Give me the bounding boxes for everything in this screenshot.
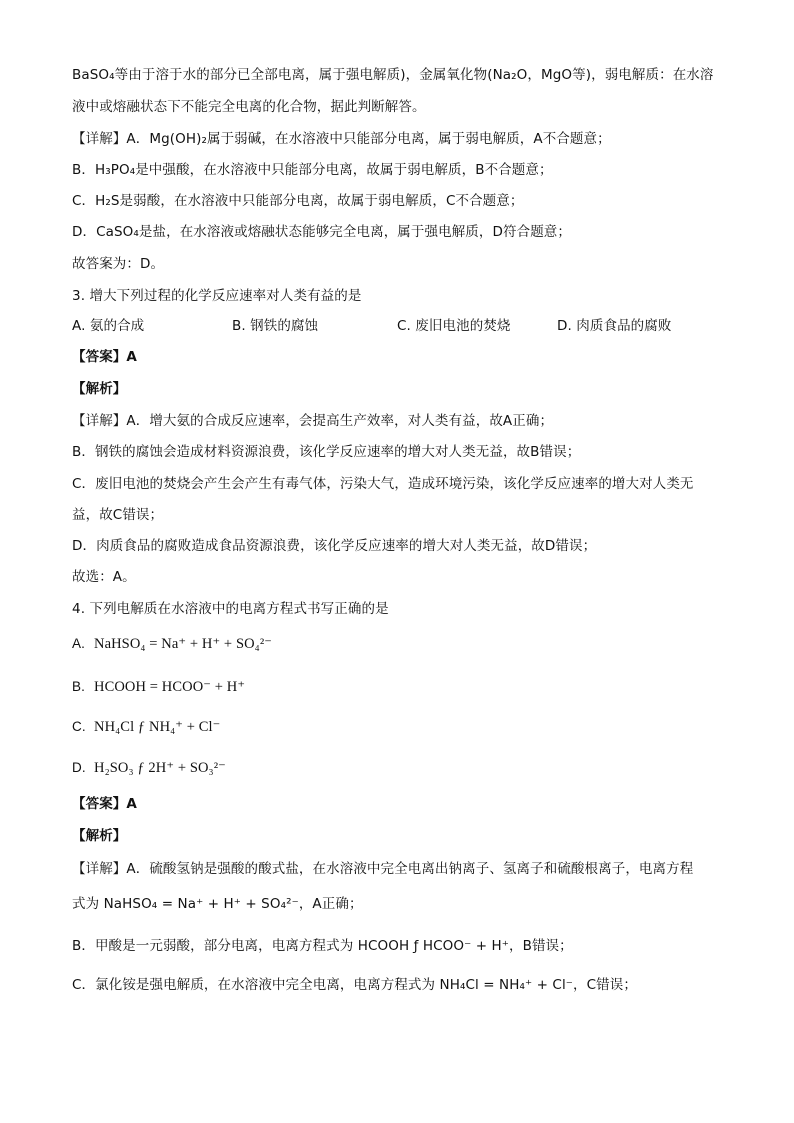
- option-c: C. 废旧电池的焚烧: [397, 318, 511, 334]
- detail-line: 【详解】A．增大氨的合成反应速率，会提高生产效率，对人类有益，故A正确；: [72, 413, 554, 429]
- text-line: D．肉质食品的腐败造成食品资源浪费，该化学反应速率的增大对人类无益，故D错误；: [72, 538, 597, 554]
- answer-heading: 【答案】A: [72, 796, 137, 812]
- analysis-heading: 【解析】: [72, 381, 127, 397]
- text-line: 液中或熔融状态下不能完全电离的化合物，据此判断解答。: [72, 99, 426, 115]
- equation: NH₄Cl ƒ NH₄⁺ + Cl⁻: [94, 719, 221, 735]
- answer-heading: 【答案】A: [72, 349, 137, 365]
- option-b: B. 钢铁的腐蚀: [232, 318, 319, 334]
- analysis-heading: 【解析】: [72, 828, 127, 844]
- equation: HCOOH = HCOO⁻ + H⁺: [94, 679, 246, 695]
- option-label: A.: [72, 636, 85, 651]
- detail-line: 【详解】A．硫酸氢钠是强酸的酸式盐，在水溶液中完全电离出钠离子、氢离子和硫酸根离子，电离方程: [72, 861, 694, 877]
- option-a: A. 氨的合成: [72, 318, 145, 334]
- question-3-options: [72, 317, 724, 335]
- equation: NaHSO₄ = Na⁺ + H⁺ + SO₄²⁻: [94, 636, 273, 652]
- text-line: B．甲酸是一元弱酸，部分电离，电离方程式为 HCOOH ƒ HCOO⁻ + H⁺，B错误；: [72, 938, 573, 954]
- text-line: 式为 NaHSO₄ = Na⁺ + H⁺ + SO₄²⁻，A正确；: [72, 896, 363, 912]
- question-3: 3. 增大下列过程的化学反应速率对人类有益的是: [72, 288, 362, 304]
- text-line: D．CaSO₄是盐，在水溶液或熔融状态能够完全电离，属于强电解质，D符合题意；: [72, 224, 571, 240]
- question-4: 4. 下列电解质在水溶液中的电离方程式书写正确的是: [72, 601, 389, 617]
- text-line: C．H₂S是弱酸，在水溶液中只能部分电离，故属于弱电解质，C不合题意；: [72, 193, 524, 209]
- text-line: C．氯化铵是强电解质，在水溶液中完全电离，电离方程式为 NH₄Cl = NH₄⁺ + Cl⁻，C错误；: [72, 977, 637, 993]
- text-line: B．钢铁的腐蚀会造成材料资源浪费，该化学反应速率的增大对人类无益，故B错误；: [72, 444, 581, 460]
- equation: H₂SO₃ ƒ 2H⁺ + SO₃²⁻: [94, 760, 226, 776]
- text-line: B．H₃PO₄是中强酸，在水溶液中只能部分电离，故属于弱电解质，B不合题意；: [72, 162, 553, 178]
- text-line: C．废旧电池的焚烧会产生会产生有毒气体，污染大气，造成环境污染，该化学反应速率的增大对人类无: [72, 476, 694, 492]
- conclusion-line: 故答案为：D。: [72, 256, 165, 272]
- option-b: [72, 678, 724, 696]
- detail-line: 【详解】A．Mg(OH)₂属于弱碱，在水溶液中只能部分电离，属于弱电解质，A不合题意；: [72, 131, 611, 147]
- text-line: 益，故C错误；: [72, 507, 164, 523]
- conclusion-line: 故选：A。: [72, 569, 136, 585]
- option-d: D. 肉质食品的腐败: [557, 318, 672, 334]
- option-label: C.: [72, 719, 86, 734]
- text-line: BaSO₄等由于溶于水的部分已全部电离，属于强电解质)，金属氧化物(Na₂O，MgO等)，弱电解质：在水溶: [72, 67, 714, 83]
- option-label: D.: [72, 760, 86, 775]
- option-c: [72, 718, 724, 736]
- option-d: [72, 759, 724, 777]
- option-a: [72, 635, 724, 653]
- option-label: B.: [72, 679, 85, 694]
